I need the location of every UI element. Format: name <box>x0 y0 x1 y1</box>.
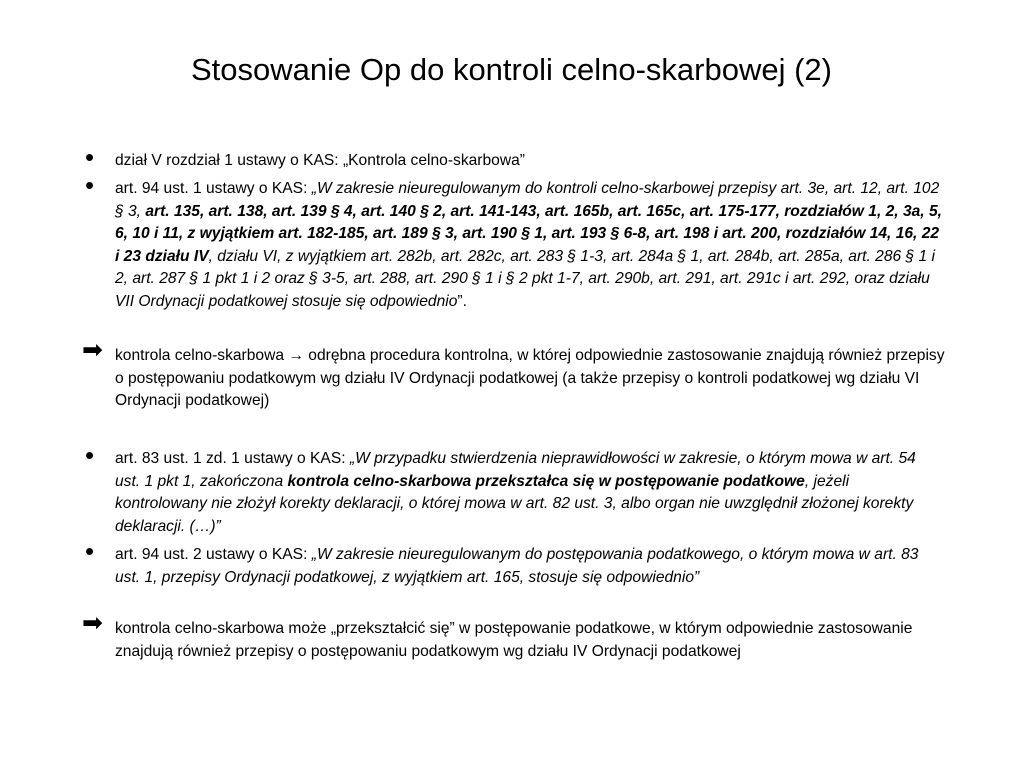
item-text-italic: , jeżeli kontrolowany nie złożył korekty deklaracji, o której mowa w art. 82 ust. 3, albo organ nie uwzględnił złożonej korekty deklaracji. (…)” <box>115 472 914 535</box>
item-text-italic: „W przypadku stwierdzenia nieprawidłowości w zakresie, o którym mowa w art. 54 ust. 1 pkt 1, zakończona <box>115 450 916 490</box>
bullet-item-1 <box>85 142 945 173</box>
bullet-icon: • <box>85 170 95 200</box>
item-text: kontrola celno-skarbowa może „przekształcić się” w postępowanie podatkowe, w którym odpowiednie zastosowanie znajdują również przepisy o postępowaniu podatkowym wg działu IV Ordynacji podatkowej <box>115 620 913 660</box>
bullet-item-2 <box>85 170 945 314</box>
right-arrow-icon: ➡ <box>82 609 103 637</box>
bullet-icon: • <box>85 142 95 172</box>
arrow-item-1 <box>82 336 945 413</box>
slide-title: Stosowanie Op do kontroli celno-skarbowej (2) <box>191 52 832 87</box>
bullet-icon: • <box>85 440 95 470</box>
item-text-plain: art. 83 ust. 1 zd. 1 ustawy o KAS: <box>115 450 350 467</box>
item-text-bold-italic: art. 135, art. 138, art. 139 § 4, art. 140 § 2, art. 141-143, art. 165b, art. 165c, art. 175-177, rozdziałów 1, 2, 3a, 5, 6, 10 i 11, z wyjątkiem art. 182-185, art. 189 § 3, art. 190 § 1, art. 193 § 6-8, art. 198 i art. 200, rozdziałów 14, 16, 22 i 23 działu IV <box>115 202 942 265</box>
item-text-plain: art. 94 ust. 2 ustawy o KAS: <box>115 546 312 563</box>
item-text: kontrola celno-skarbowa → odrębna procedura kontrolna, w której odpowiednie zastosowanie znajdują również przepisy o postępowaniu podatkowym wg działu IV Ordynacji podatkowej (a także przepisy o kontroli podatkowej wg działu VI Ordynacji podatkowej) <box>115 347 945 410</box>
bullet-item-3 <box>85 440 945 538</box>
item-text-italic: „W zakresie nieuregulowanym do kontroli celno-skarbowej przepisy art. 3e, art. 12, art. 102 § 3, <box>115 180 940 220</box>
item-text-plain: ”. <box>457 292 467 310</box>
arrow-item-2 <box>82 609 945 663</box>
item-text: dział V rozdział 1 ustawy o KAS: „Kontrola celno-skarbowa” <box>115 152 525 169</box>
item-text-italic: , działu VI, z wyjątkiem art. 282b, art. 282c, art. 283 § 1-3, art. 284a § 1, art. 284b, art. 285a, art. 286 § 1 i 2, art. 287 § 1 pkt 1 i 2 oraz § 3-5, art. 288, art. 290 § 1 i § 2 pkt 1-7, art. 290b, art. 291, art. 291c i art. 292, oraz działu VII Ordynacji podatkowej stosuje się odpowiednio <box>115 247 935 310</box>
item-text-bold-italic: kontrola celno-skarbowa przekształca się w postępowanie podatkowe <box>287 472 805 490</box>
item-text-plain: art. 94 ust. 1 ustawy o KAS: <box>115 180 312 197</box>
right-arrow-icon: ➡ <box>82 336 103 364</box>
bullet-icon: • <box>85 536 95 566</box>
item-text-italic: „W zakresie nieuregulowanym do postępowania podatkowego, o którym mowa w art. 83 ust. 1, przepisy Ordynacji podatkowej, z wyjątkiem art. 165, stosuje się odpowiednio” <box>115 546 919 586</box>
bullet-item-4 <box>85 536 945 589</box>
